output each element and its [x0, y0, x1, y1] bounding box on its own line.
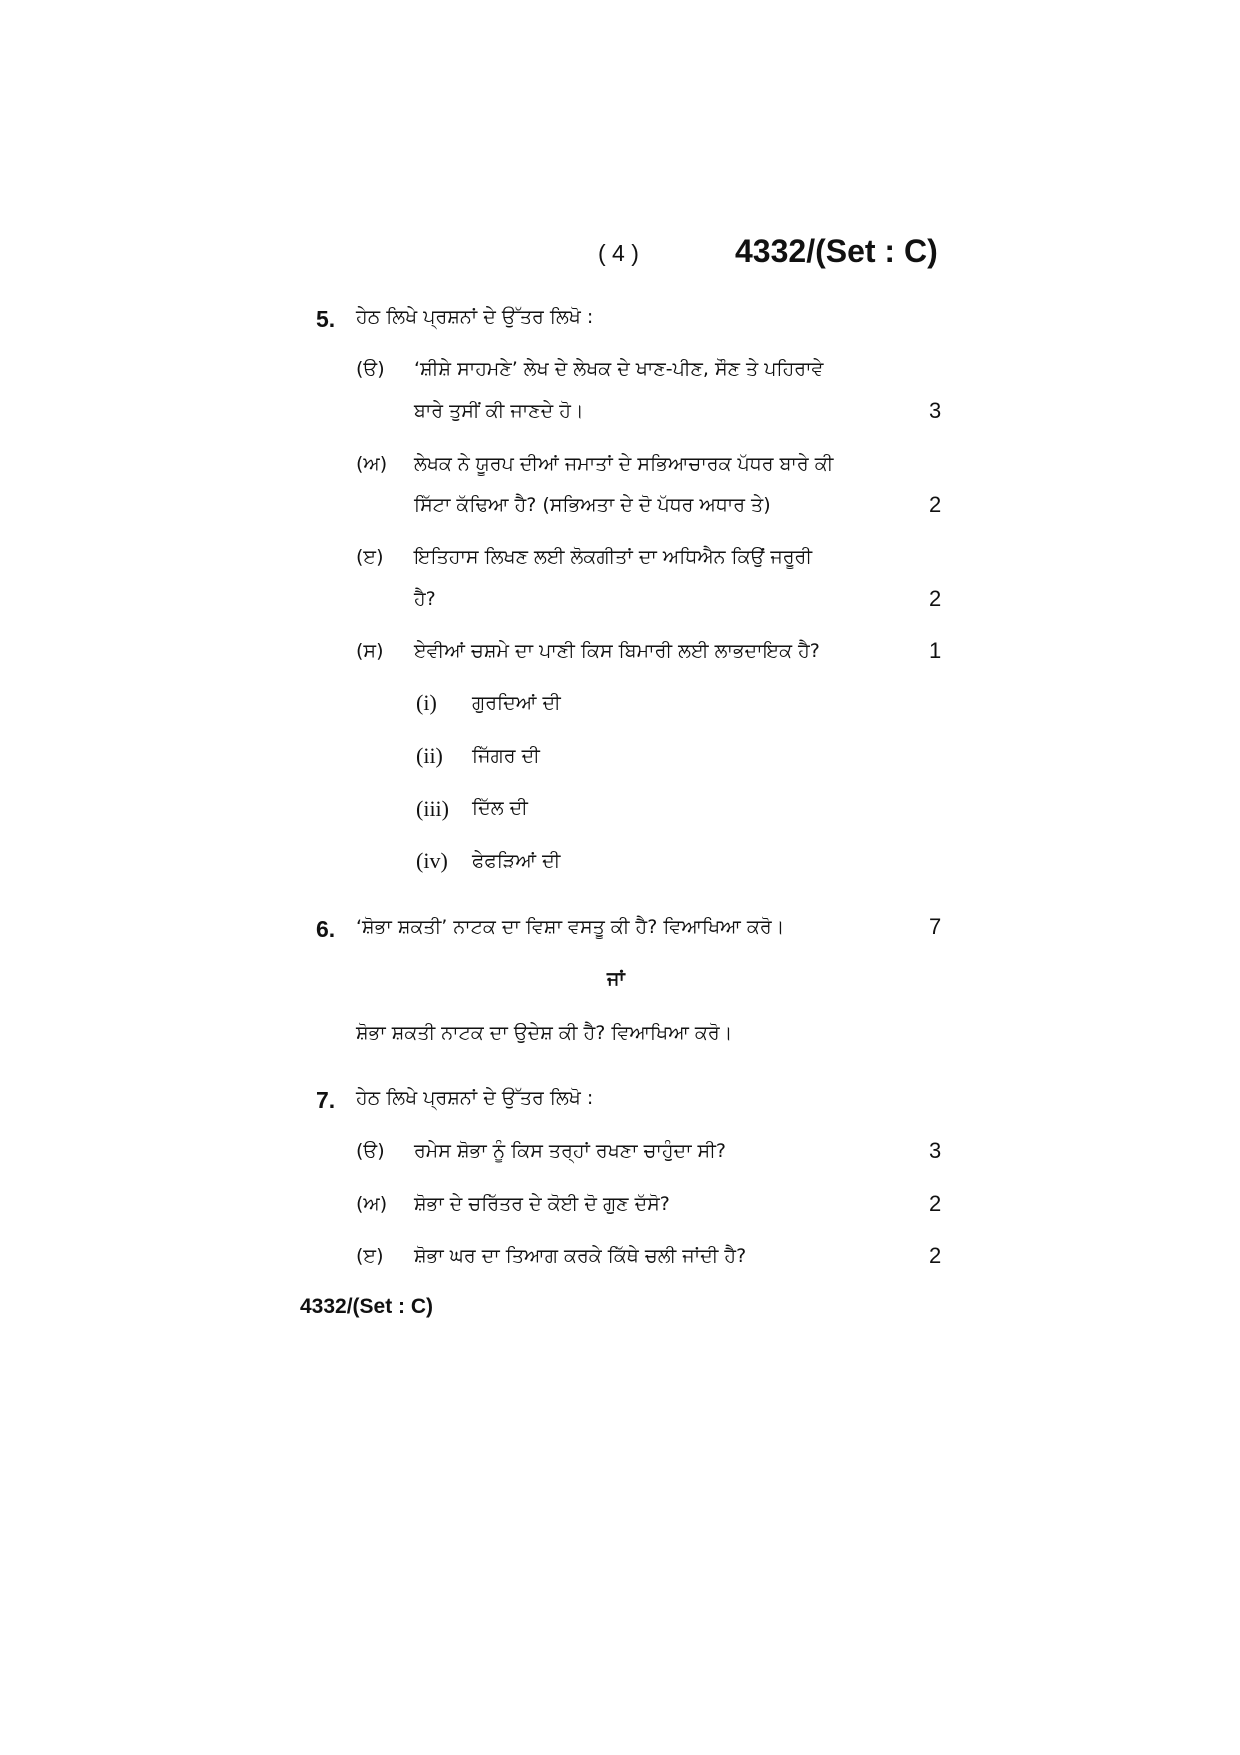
question-5-number: 5. [316, 306, 336, 332]
option-iv-text: ਫੇਫੜਿਆਂ ਦੀ [472, 850, 561, 872]
question-5-instruction: ਹੇਠ ਲਿਖੇ ਪ੍ਰਸ਼ਨਾਂ ਦੇ ਉੱਤਰ ਲਿਖੋ : [356, 306, 594, 328]
q7-part-b-text: ਸ਼ੋਭਾ ਦੇ ਚਰਿੱਤਰ ਦੇ ਕੋਈ ਦੋ ਗੁਣ ਦੱਸੋ? [414, 1193, 670, 1215]
option-ii-label: (ii) [416, 743, 443, 768]
or-separator: ਜਾਂ [607, 968, 625, 990]
question-6-number: 6. [316, 916, 336, 942]
option-iv-label: (iv) [416, 848, 448, 873]
option-iii-text: ਦਿੱਲ ਦੀ [472, 797, 528, 819]
q5-part-b-label: (ਅ) [356, 453, 388, 475]
q5-part-a-line1: ‘ਸ਼ੀਸ਼ੇ ਸਾਹਮਣੇ’ ਲੇਖ ਦੇ ਲੇਖਕ ਦੇ ਖਾਣ-ਪੀਣ, ਸੌਣ ਤੇ ਪਹਿਰਾਵੇ [414, 358, 824, 380]
q7-part-a-text: ਰਮੇਸ ਸ਼ੋਭਾ ਨੂੰ ਕਿਸ ਤਰ੍ਹਾਂ ਰਖਣਾ ਚਾਹੁੰਦਾ ਸੀ? [414, 1140, 727, 1162]
option-i-text: ਗੁਰਦਿਆਂ ਦੀ [472, 692, 561, 714]
q5-part-b-line1: ਲੇਖਕ ਨੇ ਯੂਰਪ ਦੀਆਂ ਜਮਾਤਾਂ ਦੇ ਸਭਿਆਚਾਰਕ ਪੱਧਰ ਬਾਰੇ ਕੀ [414, 453, 834, 475]
option-ii-text: ਜਿੱਗਰ ਦੀ [472, 745, 540, 767]
q5-part-c-line1: ਇਤਿਹਾਸ ਲਿਖਣ ਲਈ ਲੋਕਗੀਤਾਂ ਦਾ ਅਧਿਐਨ ਕਿਉਂ ਜਰੂਰੀ [414, 546, 813, 568]
q5-part-d-label: (ਸ) [356, 640, 384, 662]
question-7-instruction: ਹੇਠ ਲਿਖੇ ਪ੍ਰਸ਼ਨਾਂ ਦੇ ਉੱਤਰ ਲਿਖੋ : [356, 1087, 594, 1109]
q7-part-c-text: ਸ਼ੋਭਾ ਘਰ ਦਾ ਤਿਆਗ ਕਰਕੇ ਕਿੱਥੇ ਚਲੀ ਜਾਂਦੀ ਹੈ? [414, 1245, 747, 1267]
q7-part-a-label: (ੳ) [356, 1140, 385, 1162]
q5-part-b-line2: ਸਿੱਟਾ ਕੱਢਿਆ ਹੈ? (ਸਭਿਅਤਾ ਦੇ ਦੋ ਪੱਧਰ ਅਧਾਰ ਤੇ) [414, 494, 771, 516]
q5-part-c-marks: 2 [929, 586, 942, 611]
paper-code-footer: 4332/(Set : C) [300, 1295, 434, 1318]
page-number: ( 4 ) [598, 240, 639, 266]
q5-part-c-line2: ਹੈ? [414, 588, 436, 610]
question-6-alt-text: ਸ਼ੋਭਾ ਸ਼ਕਤੀ ਨਾਟਕ ਦਾ ਉਦੇਸ਼ ਕੀ ਹੈ? ਵਿਆਖਿਆ ਕਰੋ। [356, 1022, 733, 1044]
paper-code-header: 4332/(Set : C) [735, 233, 938, 269]
q7-part-c-label: (ੲ) [356, 1245, 384, 1267]
option-iii-label: (iii) [416, 796, 449, 821]
option-i-label: (i) [416, 690, 437, 715]
question-6-text: ‘ਸ਼ੋਭਾ ਸ਼ਕਤੀ’ ਨਾਟਕ ਦਾ ਵਿਸ਼ਾ ਵਸਤੂ ਕੀ ਹੈ? ਵਿਆਖਿਆ ਕਰੋ। [356, 916, 785, 938]
q5-part-d-marks: 1 [929, 638, 942, 663]
q7-part-b-label: (ਅ) [356, 1193, 388, 1215]
question-6-marks: 7 [929, 914, 942, 939]
q5-part-c-label: (ੲ) [356, 546, 384, 568]
q5-part-a-marks: 3 [929, 398, 942, 423]
q7-part-c-marks: 2 [929, 1243, 942, 1268]
question-7-number: 7. [316, 1087, 336, 1113]
q5-part-d-text: ਏਵੀਆਂ ਚਸ਼ਮੇ ਦਾ ਪਾਣੀ ਕਿਸ ਬਿਮਾਰੀ ਲਈ ਲਾਭਦਾਇਕ ਹੈ? [414, 640, 820, 662]
q5-part-b-marks: 2 [929, 492, 942, 517]
q5-part-a-label: (ੳ) [356, 358, 385, 380]
q7-part-a-marks: 3 [929, 1138, 942, 1163]
q5-part-a-line2: ਬਾਰੇ ਤੁਸੀਂ ਕੀ ਜਾਣਦੇ ਹੋ। [414, 400, 584, 422]
q7-part-b-marks: 2 [929, 1191, 942, 1216]
